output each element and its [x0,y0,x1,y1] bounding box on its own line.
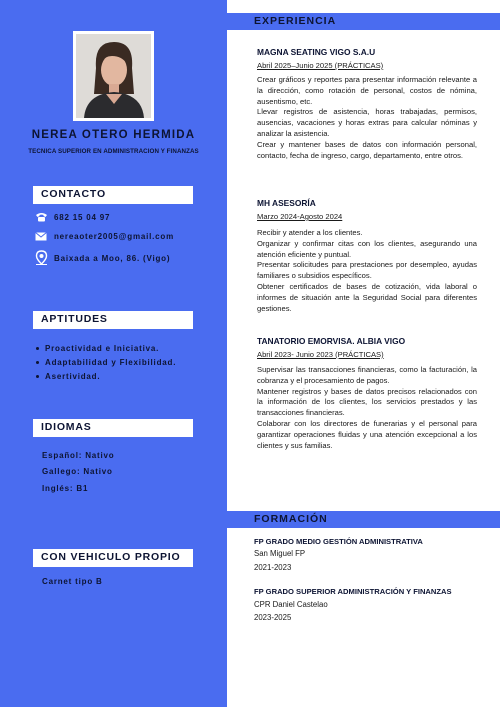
contact-address-row [34,251,170,265]
education-title: FP GRADO MEDIO GESTIÓN ADMINISTRATIVA [254,537,423,546]
job-date: Marzo 2024-Agosto 2024 [257,212,343,221]
contact-email-row [34,229,174,243]
bullet-icon [36,347,39,350]
job-description: Supervisar las transacciones financieras, como la facturación, la cobranza y el procesamiento de pagos. Mantener registros y bases de datos precisos relacionados con la información de los clientes, los servicios prestados y las transacciones financieras. Colaborar con los directores de funerarias y el personal para garantizar operaciones fluidas y una atención excepcional a los clientes y sus familias. [257,365,477,450]
education-school: San Miguel FP [254,549,306,558]
contact-address: Baixada a Moo, 86. (Vigo) [54,253,171,263]
phone-icon [34,210,48,224]
list-item: Asertividad. [36,369,176,383]
education-years: 2023-2025 [254,613,292,622]
education-school: CPR Daniel Castelao [254,600,328,609]
idioma-item: Español: Nativo [42,451,115,460]
aptitudes-list [36,341,176,383]
person-name: NEREA OTERO HERMIDA [31,129,196,141]
education-title: FP GRADO SUPERIOR ADMINISTRACIÓN Y FINANZAS [254,587,452,596]
profile-photo [76,34,151,118]
sidebar [0,0,227,707]
contact-phone-row [34,210,110,224]
job-title: MH ASESORÍA [257,198,316,208]
bullet-icon [36,361,39,364]
experiencia-header: EXPERIENCIA [227,13,500,30]
list-item: Proactividad e Iniciativa. [36,341,176,355]
job-date: Abril 2023- Junio 2023 (PRÁCTICAS) [257,350,384,359]
bullet-icon [36,375,39,378]
vehiculo-text: Carnet tipo B [42,577,103,586]
idiomas-header: IDIOMAS [33,419,193,437]
contact-email[interactable]: nereaoter2005@gmail.com [54,231,175,241]
contact-phone: 682 15 04 97 [54,212,111,222]
job-description: Recibir y atender a los clientes. Organizar y confirmar citas con los clientes, asegurando una atención eficiente y puntual. Presentar solicitudes para prestaciones por desempleo, ayudas familiares o subsidios específicos. Obtener certificados de bases de cotización, vida laboral o informes de situación ante la Seguridad Social para diferentes gestiones. [257,228,477,313]
contact-header: CONTACTO [33,186,193,204]
email-icon [34,229,48,243]
job-description: Crear gráficos y reportes para presentar información relevante a la dirección, como rotación de personal, costos de nómina, ausentismo, etc. Llevar registros de asistencia, horas trabajadas, permisos, ausencias, vacaciones y horas extras para calcular nóminas y analizar la asistencia. Crear y mantener bases de datos con información personal, contacto, fecha de ingreso, cargo, departamento, entre otros. [257,75,477,160]
aptitudes-header: APTITUDES [33,311,193,329]
vehiculo-header: CON VEHICULO PROPIO [33,549,193,567]
job-title: MAGNA SEATING VIGO S.A.U [257,47,376,57]
list-item: Adaptabilidad y Flexibilidad. [36,355,176,369]
idioma-item: Inglés: B1 [42,484,89,493]
formacion-header: FORMACIÓN [227,511,500,528]
job-date: Abril 2025–Junio 2025 (PRÁCTICAS) [257,61,384,70]
profile-photo-frame [73,31,154,121]
job-title: TANATORIO EMORVISA. ALBIA VIGO [257,336,406,346]
education-years: 2021-2023 [254,563,292,572]
idioma-item: Gallego: Nativo [42,467,113,476]
person-title: TECNICA SUPERIOR EN ADMINISTRACION Y FINANZAS [28,148,199,155]
location-pin-icon [34,251,48,265]
